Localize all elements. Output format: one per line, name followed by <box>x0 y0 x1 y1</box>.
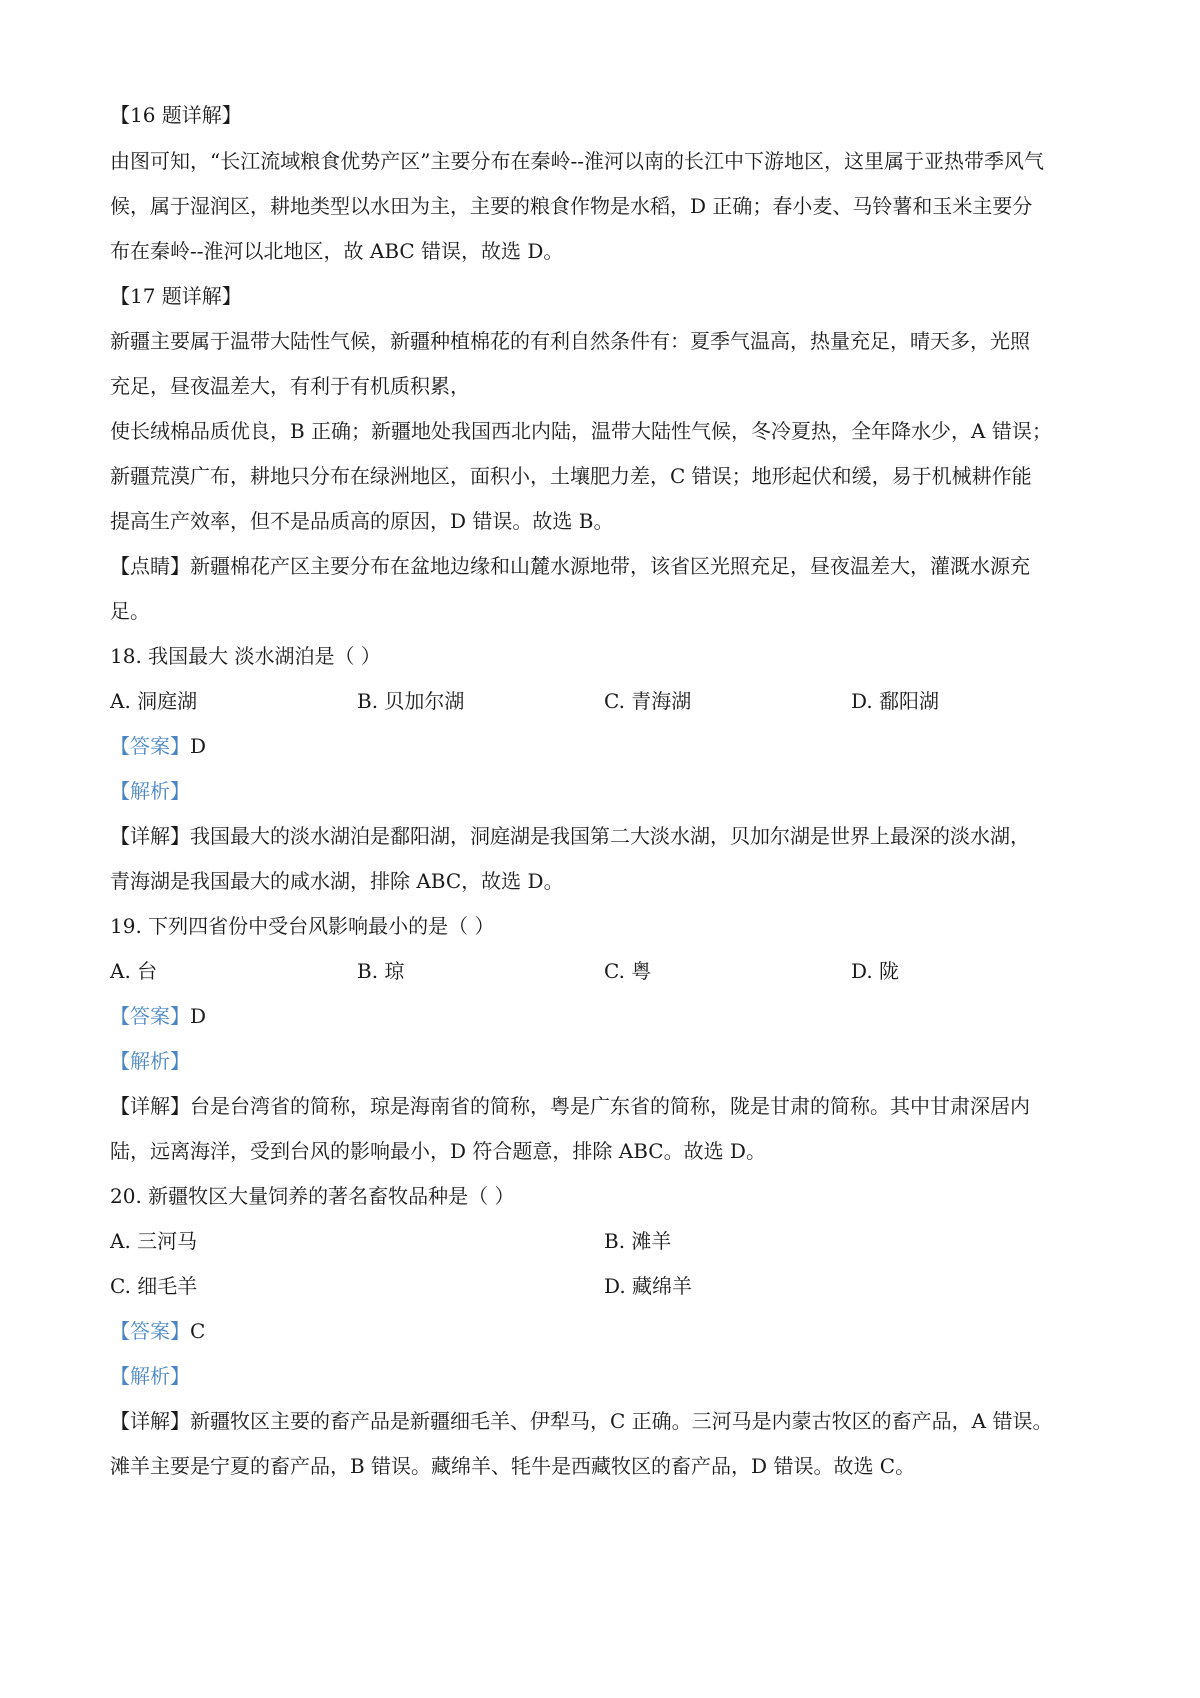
q17-heading: 【17 题详解】 <box>110 284 242 308</box>
q19-analysis-label: 【解析】 <box>110 1049 190 1073</box>
q18-detail-line-2: 青海湖是我国最大的咸水湖，排除 ABC，故选 D。 <box>110 869 564 893</box>
q16-line-2: 候，属于湿润区，耕地类型以水田为主，主要的粮食作物是水稻，D 正确；春小麦、马铃薯和玉米主要分 <box>110 194 1033 218</box>
q19-stem: 19. 下列四省份中受台风影响最小的是（ ） <box>110 914 495 938</box>
q20-answer <box>110 1318 1100 1344</box>
q18-option-c: C. 青海湖 <box>604 689 692 713</box>
q20-option-c: C. 细毛羊 <box>110 1274 198 1298</box>
q17-line-5: 提高生产效率，但不是品质高的原因，D 错误。故选 B。 <box>110 509 614 533</box>
q20-option-a: A. 三河马 <box>110 1229 198 1253</box>
q20-stem: 20. 新疆牧区大量饲养的著名畜牧品种是（ ） <box>110 1184 515 1208</box>
q20-detail-line-1: 【详解】新疆牧区主要的畜产品是新疆细毛羊、伊犁马，C 正确。三河马是内蒙古牧区的畜产品，A 错误。 <box>110 1409 1053 1433</box>
q17-note-line-2: 足。 <box>110 599 150 623</box>
q20-answer-value: C <box>190 1319 206 1343</box>
q20-analysis-label: 【解析】 <box>110 1364 190 1388</box>
q19-option-c: C. 粤 <box>604 959 652 983</box>
q18-analysis-label: 【解析】 <box>110 779 190 803</box>
q17-line-2: 充足，昼夜温差大，有利于有机质积累， <box>110 374 470 398</box>
q18-option-d: D. 鄱阳湖 <box>851 689 940 713</box>
q18-answer-value: D <box>190 734 207 758</box>
q18-answer-label: 【答案】 <box>110 734 190 758</box>
q20-option-d: D. 藏绵羊 <box>604 1274 693 1298</box>
q16-line-3: 布在秦岭--淮河以北地区，故 ABC 错误，故选 D。 <box>110 239 564 263</box>
q16-line-1: 由图可知，“长江流域粮食优势产区”主要分布在秦岭--淮河以南的长江中下游地区，这里属于亚热带季风气 <box>110 149 1044 173</box>
q17-line-1: 新疆主要属于温带大陆性气候，新疆种植棉花的有利自然条件有：夏季气温高，热量充足，晴天多，光照 <box>110 329 1030 353</box>
q18-stem: 18. 我国最大 淡水湖泊是（ ） <box>110 644 381 668</box>
q19-option-a: A. 台 <box>110 959 158 983</box>
q20-option-b: B. 滩羊 <box>604 1229 672 1253</box>
q17-line-4: 新疆荒漠广布，耕地只分布在绿洲地区，面积小，土壤肥力差，C 错误；地形起伏和缓，易于机械耕作能 <box>110 464 1032 488</box>
q20-answer-label: 【答案】 <box>110 1319 190 1343</box>
q18-answer <box>110 733 1100 759</box>
q19-answer <box>110 1003 1100 1029</box>
q18-detail-line-1: 【详解】我国最大的淡水湖泊是鄱阳湖，洞庭湖是我国第二大淡水湖，贝加尔湖是世界上最深的淡水湖， <box>110 824 1030 848</box>
q19-option-b: B. 琼 <box>357 959 405 983</box>
q19-detail-line-1: 【详解】台是台湾省的简称，琼是海南省的简称，粤是广东省的简称，陇是甘肃的简称。其中甘肃深居内 <box>110 1094 1030 1118</box>
q17-note-line-1: 【点睛】新疆棉花产区主要分布在盆地边缘和山麓水源地带，该省区光照充足，昼夜温差大，灌溉水源充 <box>110 554 1030 578</box>
q20-detail-line-2: 滩羊主要是宁夏的畜产品，B 错误。藏绵羊、牦牛是西藏牧区的畜产品，D 错误。故选 C。 <box>110 1454 916 1478</box>
q17-line-3: 使长绒棉品质优良，B 正确；新疆地处我国西北内陆，温带大陆性气候，冬冷夏热，全年降水少，A 错误； <box>110 419 1052 443</box>
q18-option-a: A. 洞庭湖 <box>110 689 198 713</box>
q19-answer-label: 【答案】 <box>110 1004 190 1028</box>
q16-heading: 【16 题详解】 <box>110 103 242 127</box>
q19-detail-line-2: 陆，远离海洋，受到台风的影响最小，D 符合题意，排除 ABC。故选 D。 <box>110 1139 766 1163</box>
q18-option-b: B. 贝加尔湖 <box>357 689 465 713</box>
q19-option-d: D. 陇 <box>851 959 900 983</box>
q19-answer-value: D <box>190 1004 207 1028</box>
